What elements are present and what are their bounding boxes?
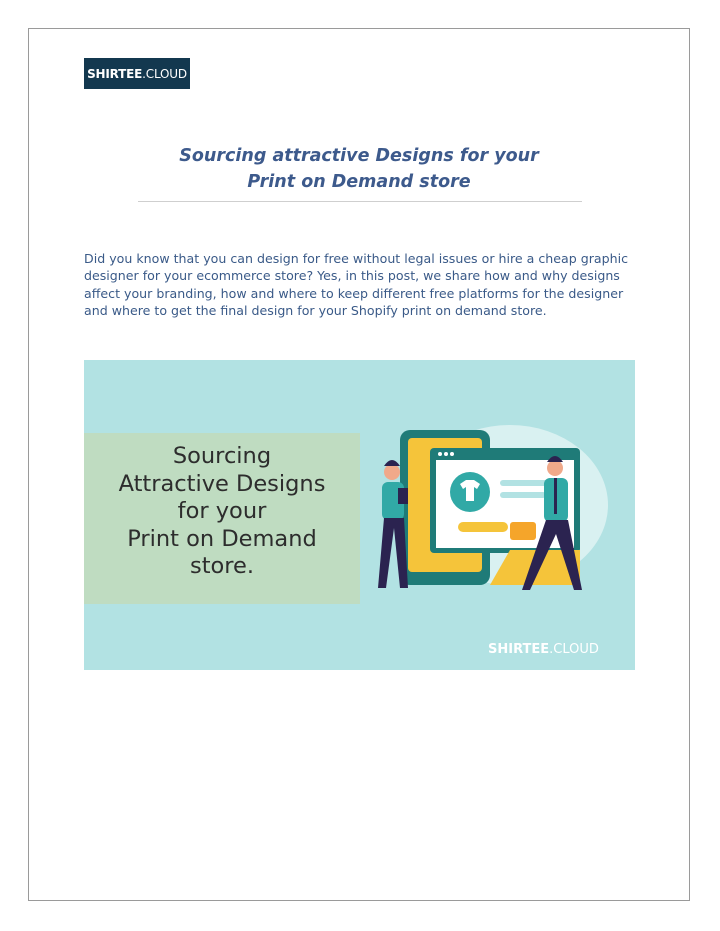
- banner-line-2: Attractive Designs: [118, 470, 326, 497]
- person-left-legs: [378, 518, 408, 588]
- banner-line-1: Sourcing: [172, 443, 272, 469]
- banner-line-3: for your: [177, 498, 267, 524]
- banner-logo: [488, 642, 599, 657]
- person-right-head: [547, 460, 563, 476]
- intro-paragraph: Did you know that you can design for free without legal issues or hire a cheap graphic designer for your ecommerce store? Yes, in this post, we share how and why designs affect your branding, how and where to keep different free platforms for the designer and where to get the final design for your Shopify print on demand store.: [84, 251, 629, 319]
- banner-logo-light: .CLOUD: [549, 642, 599, 657]
- person-left-tablet: [398, 488, 408, 504]
- logo-bold-text: SHIRTEE: [87, 66, 143, 81]
- person-left-head: [384, 464, 400, 480]
- banner-heading: [84, 443, 360, 581]
- title-divider: [138, 201, 582, 202]
- logo-light-text: .CLOUD: [142, 66, 187, 81]
- page-title: [84, 143, 634, 195]
- banner-image: [84, 360, 635, 670]
- shirtee-logo: [84, 58, 190, 89]
- banner-logo-bold: SHIRTEE: [488, 642, 550, 657]
- designers-illustration: [360, 410, 620, 610]
- banner-line-5: store.: [189, 553, 255, 579]
- title-line-1: Sourcing attractive Designs for your: [179, 146, 539, 166]
- briefcase: [510, 522, 536, 540]
- yellow-button-shape: [458, 522, 508, 532]
- title-line-2: Print on Demand store: [247, 172, 471, 192]
- banner-line-4: Print on Demand: [127, 525, 317, 552]
